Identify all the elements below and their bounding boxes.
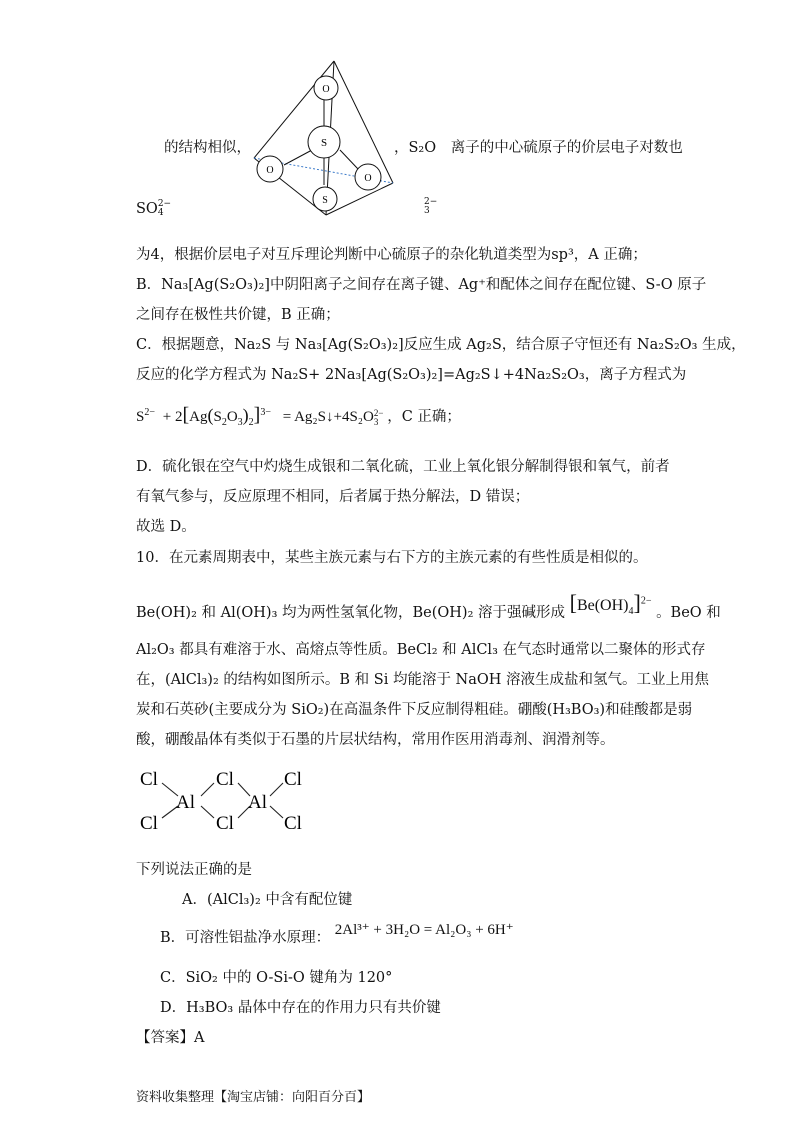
option-a: A．(AlCl₃)₂ 中含有配位键	[182, 892, 353, 908]
option-c: C．SiO₂ 中的 O-Si-O 键角为 120°	[160, 970, 393, 986]
atom-label: Cl	[140, 813, 158, 834]
text-line: C．根据题意，Na₂S 与 Na₃[Ag(S₂O₃)₂]反应生成 Ag₂S，结合原子守恒还有 Na₂S₂O₃ 生成，	[136, 337, 746, 353]
text-line: B．Na₃[Ag(S₂O₃)₂]中阴阳离子之间存在离子键、Ag⁺和配体之间存在配位键、S-O 原子	[136, 277, 707, 293]
text-line: 反应的化学方程式为 Na₂S+ 2Na₃[Ag(S₂O₃)₂]=Ag₂S↓+4Na₂S₂O₃，离子方程式为	[136, 367, 687, 383]
s2o-label: ，S₂O	[394, 140, 437, 156]
text-line: 酸，硼酸晶体有类似于石墨的片层状结构，常用作医用消毒剂、润滑剂等。	[136, 732, 615, 748]
atom-label: O	[322, 84, 330, 95]
hydrolysis-equation: 2Al³⁺ + 3H₂O = Al₂O₃ + 6H⁺	[334, 922, 514, 938]
question-stem: 10．在元素周期表中，某些主族元素与右下方的主族元素的有些性质是相似的。	[136, 550, 648, 566]
text-line: Be(OH)₂ 和 Al(OH)₃ 均为两性氢氧化物，Be(OH)₂ 溶于强碱形成 $[Be(OH)_4]^{2-}$ 。BeO 和	[136, 590, 721, 621]
atom-label: O	[266, 165, 274, 176]
footer: 资料收集整理【淘宝店铺：向阳百分百】	[136, 1090, 371, 1105]
text-line: 有氧气参与，反应原理不相同，后者属于热分解法，D 错误；	[136, 489, 530, 505]
atom-label: O	[364, 173, 372, 184]
text-line: D．硫化银在空气中灼烧生成银和二氧化硫，工业上氧化银分解制得银和氧气，前者	[136, 459, 670, 475]
top-right-text	[394, 136, 683, 157]
atom-label: Cl	[216, 813, 234, 834]
text-line: 故选 D。	[136, 519, 196, 535]
text-line: 炭和石英砂(主要成分为 SiO₂)在高温条件下反应制得粗硅。硼酸(H₃BO₃)和硅酸都是弱	[136, 702, 693, 718]
atom-label: Cl	[140, 769, 158, 790]
text-line: Al₂O₃ 都具有难溶于水、高熔点等性质。BeCl₂ 和 AlCl₃ 在气态时通常以二聚体的形式存	[136, 642, 706, 658]
so4-formula: SO 2− 4	[136, 199, 172, 218]
answer: 【答案】A	[136, 1030, 205, 1046]
ionic-equation: $S^{2-} + 2[Ag(S_2O_3)_2]^{3-}$ = Ag₂S↓+4S₂O 2− 3 ，C 正确；	[136, 404, 461, 428]
tetrahedron-diagram	[250, 55, 400, 220]
question-prompt: 下列说法正确的是	[136, 862, 252, 878]
atom-label: Cl	[216, 769, 234, 790]
top-right-text-2: 离子的中心硫原子的价层电子对数也	[450, 140, 683, 156]
top-left-text: 的结构相似，	[164, 140, 251, 156]
option-d: D．H₃BO₃ 晶体中存在的作用力只有共价键	[160, 1000, 441, 1016]
text-line: 在，(AlCl₃)₂ 的结构如图所示。B 和 Si 均能溶于 NaOH 溶液生成盐和氢气。工业上用焦	[136, 672, 710, 688]
fragment-charge: 2− 3	[424, 197, 438, 216]
atom-label: Al	[248, 792, 267, 813]
text-line: 之间存在极性共价键，B 正确；	[136, 307, 340, 323]
atom-label: Al	[176, 792, 195, 813]
atom-label: Cl	[284, 769, 302, 790]
atom-label: S	[320, 137, 328, 149]
option-b: B．可溶性铝盐净水原理： 2Al³⁺ + 3H₂O = Al₂O₃ + 6H⁺	[160, 922, 514, 946]
atom-label: S	[322, 195, 328, 206]
text-line: 为4，根据价层电子对互斥理论判断中心硫原子的杂化轨道类型为sp³，A 正确；	[136, 247, 647, 263]
be-complex: $[Be(OH)_4]^{2-}$	[569, 590, 652, 618]
atom-label: Cl	[284, 813, 302, 834]
alcl3-dimer-structure	[138, 766, 308, 834]
